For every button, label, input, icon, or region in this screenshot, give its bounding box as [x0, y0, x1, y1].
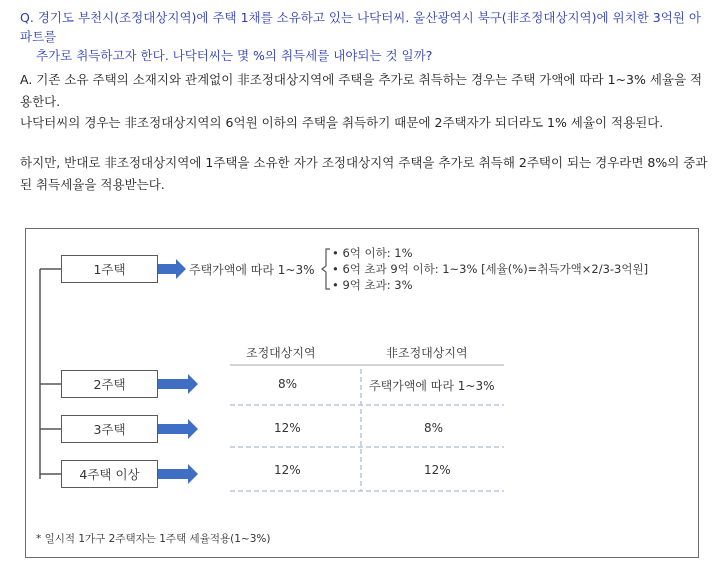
- tax-rate-diagram: [25, 228, 699, 558]
- rate-four-houses-non-adjusted: 12%: [424, 463, 451, 477]
- one-house-item-3: • 9억 초과: 3%: [332, 278, 413, 292]
- arrow-icons: [158, 259, 198, 484]
- answer-paragraph-1: A. 기존 소유 주택의 소재지와 관계없이 非조정대상지역에 주택을 추가로 취득하는 경우는 주택 가액에 따라 1~3% 세율을 적용한다.: [20, 72, 703, 109]
- rate-three-houses-non-adjusted: 8%: [424, 421, 444, 435]
- rate-two-houses-non-adjusted: 주택가액에 따라 1~3%: [369, 379, 495, 393]
- question-line-1: Q. 경기도 부천시(조정대상지역)에 주택 1채를 소유하고 있는 나닥터씨. 울산광역시 북구(非조정대상지역)에 위치한 3억원 아파트를: [20, 10, 701, 44]
- arrow-right-icon-2: [158, 374, 198, 394]
- rate-three-houses-adjusted: 12%: [274, 421, 301, 435]
- arrow-right-icon-4: [158, 464, 198, 484]
- rate-two-houses-adjusted: 8%: [278, 377, 298, 391]
- items-bracket: [322, 249, 330, 289]
- box-three-houses: 3주택: [61, 415, 158, 443]
- question-line-2: 추가로 취득하고자 한다. 나닥터씨는 몇 %의 취득세를 내야되는 것 일까?: [36, 48, 433, 63]
- answer-paragraph-3: 하지만, 반대로 非조정대상지역에 1주택을 소유한 자가 조정대상지역 주택을 추가로 취득해 2주택이 되는 경우라면 8%의 중과된 취득세율을 적용받는다.: [20, 155, 708, 192]
- box-one-house: 1주택: [61, 255, 158, 283]
- one-house-item-2: • 6억 초과 9억 이하: 1~3% [세율(%)=취득가액×2/3-3억원]: [332, 262, 649, 276]
- one-house-rate-label: 주택가액에 따라 1~3%: [189, 263, 315, 277]
- arrow-right-icon-3: [158, 419, 198, 439]
- arrow-right-icon-1: [158, 259, 186, 279]
- box-two-houses: 2주택: [61, 370, 158, 398]
- question: [20, 8, 710, 65]
- box-four-plus-houses: 4주택 이상: [61, 460, 158, 488]
- footnote: * 일시적 1가구 2주택자는 1주택 세율적용(1~3%): [36, 533, 271, 545]
- answer-paragraph-2: 나닥터씨의 경우는 非조정대상지역의 6억원 이하의 주택을 취득하기 때문에 2주택자가 되더라도 1% 세율이 적용된다.: [20, 115, 664, 130]
- header-adjustment-area: 조정대상지역: [246, 346, 316, 360]
- header-non-adjustment-area: 非조정대상지역: [386, 346, 468, 360]
- rate-four-houses-adjusted: 12%: [274, 463, 301, 477]
- one-house-item-1: • 6억 이하: 1%: [332, 246, 413, 260]
